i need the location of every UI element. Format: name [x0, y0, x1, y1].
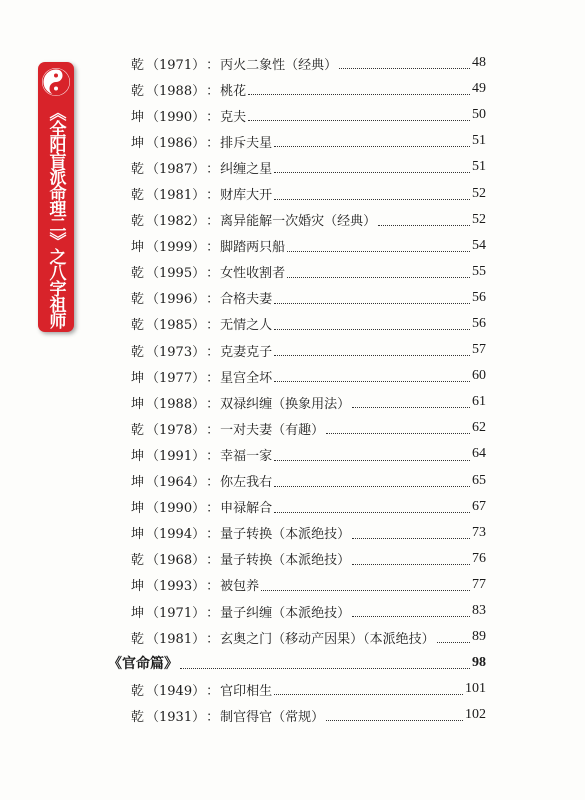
toc-entry-title: 排斥夫星 — [220, 135, 273, 151]
toc-colon: ： — [206, 396, 220, 412]
toc-gender: 坤 — [131, 109, 145, 125]
toc-page-number: 73 — [472, 524, 486, 540]
toc-page-number: 56 — [472, 315, 486, 331]
toc-page-number: 76 — [472, 550, 486, 566]
toc-entry-title: 合格夫妻 — [220, 292, 273, 308]
toc-gender: 坤 — [131, 370, 145, 386]
toc-entry-title: 无情之人 — [220, 318, 273, 334]
toc-entry[interactable] — [108, 128, 486, 154]
toc-colon: ： — [206, 501, 220, 517]
toc-colon: ： — [206, 161, 220, 177]
toc-leader-dots — [339, 54, 470, 69]
toc-page-number: 49 — [472, 81, 486, 97]
toc-entry-title: 脚踏两只船 — [220, 240, 286, 256]
toc-entry-title: 女性收割者 — [220, 266, 286, 282]
toc-entry[interactable] — [108, 676, 486, 702]
toc-colon: ： — [206, 135, 220, 151]
toc-leader-dots — [274, 446, 470, 461]
toc-colon: ： — [206, 422, 220, 438]
toc-leader-dots — [274, 498, 470, 513]
toc-year: （1990） — [146, 501, 206, 517]
toc-year: （1988） — [146, 396, 206, 412]
side-tab — [38, 62, 74, 332]
toc-page-number: 60 — [472, 368, 486, 384]
toc-colon: ： — [206, 240, 220, 256]
toc-leader-dots — [274, 315, 470, 330]
toc-entry[interactable] — [108, 259, 486, 285]
toc-gender: 坤 — [131, 475, 145, 491]
toc-year: （1991） — [146, 448, 206, 464]
toc-gender: 乾 — [131, 83, 145, 99]
toc-year: （1994） — [146, 527, 206, 543]
toc-page-number: 57 — [472, 342, 486, 358]
toc-entry-title: 纠缠之星 — [220, 161, 273, 177]
toc-entry-title: 财库大开 — [220, 188, 273, 204]
toc-gender: 乾 — [131, 422, 145, 438]
toc-gender: 乾 — [131, 683, 145, 699]
toc-gender: 乾 — [131, 318, 145, 334]
toc-year: （1988） — [146, 83, 206, 99]
toc-leader-dots — [326, 419, 470, 434]
toc-year: （1995） — [146, 266, 206, 282]
toc-entry-title: 你左我右 — [220, 475, 273, 491]
toc-page-number: 98 — [472, 655, 486, 671]
toc-leader-dots — [352, 393, 470, 408]
toc-entry-title: 申禄解合 — [220, 501, 273, 517]
toc-page-number: 54 — [472, 237, 486, 253]
toc-gender: 乾 — [131, 188, 145, 204]
toc-page-number: 83 — [472, 603, 486, 619]
toc-colon: ： — [206, 292, 220, 308]
toc-gender: 乾 — [131, 266, 145, 282]
toc-section-title: 《官命篇》 — [108, 656, 178, 673]
toc-entry[interactable] — [108, 441, 486, 467]
toc-leader-dots — [274, 185, 470, 200]
toc-year: （1999） — [146, 240, 206, 256]
toc-entry[interactable] — [108, 285, 486, 311]
toc-gender: 坤 — [131, 135, 145, 151]
toc-year: （1971） — [146, 57, 206, 73]
toc-page-number: 62 — [472, 420, 486, 436]
toc-year: （1964） — [146, 475, 206, 491]
toc-entry-title: 离异能解一次婚灾（经典） — [220, 214, 377, 230]
toc-gender: 坤 — [131, 527, 145, 543]
toc-gender: 坤 — [131, 605, 145, 621]
toc-page-number: 50 — [472, 107, 486, 123]
toc-entry[interactable] — [108, 76, 486, 102]
toc-gender: 坤 — [131, 396, 145, 412]
toc-entry[interactable] — [108, 415, 486, 441]
toc-leader-dots — [261, 576, 470, 591]
toc-page-number: 51 — [472, 133, 486, 149]
table-of-contents — [108, 50, 486, 728]
toc-year: （1996） — [146, 292, 206, 308]
toc-entry[interactable] — [108, 180, 486, 206]
toc-page-number: 64 — [472, 446, 486, 462]
toc-colon: ： — [206, 448, 220, 464]
toc-entry[interactable] — [108, 702, 486, 728]
toc-entry-title: 星宫全坏 — [220, 370, 273, 386]
toc-year: （1977） — [146, 370, 206, 386]
toc-entry[interactable] — [108, 207, 486, 233]
toc-page-number: 56 — [472, 289, 486, 305]
toc-page-number: 65 — [472, 472, 486, 488]
toc-year: （1981） — [146, 631, 206, 647]
toc-entry[interactable] — [108, 154, 486, 180]
toc-page-number: 101 — [465, 681, 486, 697]
toc-entry-title: 桃花 — [220, 83, 247, 99]
toc-page-number: 89 — [472, 629, 486, 645]
toc-colon: ： — [206, 266, 220, 282]
toc-page-number: 55 — [472, 263, 486, 279]
toc-colon: ： — [206, 83, 220, 99]
toc-leader-dots — [274, 680, 463, 695]
toc-year: （1986） — [146, 135, 206, 151]
toc-leader-dots — [274, 132, 470, 147]
toc-gender: 乾 — [131, 631, 145, 647]
toc-colon: ： — [206, 631, 220, 647]
toc-colon: ： — [206, 214, 220, 230]
toc-gender: 坤 — [131, 501, 145, 517]
toc-year: （1973） — [146, 344, 206, 360]
toc-entry[interactable] — [108, 494, 486, 520]
toc-colon: ： — [206, 527, 220, 543]
toc-leader-dots — [274, 367, 470, 382]
toc-entry[interactable] — [108, 102, 486, 128]
toc-gender: 坤 — [131, 448, 145, 464]
side-tab-title: 《全阳盲派命理二》之八字祖师 — [45, 104, 66, 328]
toc-entry-title: 克妻克子 — [220, 344, 273, 360]
toc-year: （1968） — [146, 553, 206, 569]
toc-leader-dots — [437, 628, 470, 643]
toc-entry-title: 一对夫妻（有趣） — [220, 422, 325, 438]
toc-leader-dots — [274, 158, 470, 173]
toc-entry-title: 丙火二象性（经典） — [220, 57, 338, 73]
toc-colon: ： — [206, 709, 220, 725]
toc-entry[interactable] — [108, 311, 486, 337]
toc-year: （1978） — [146, 422, 206, 438]
toc-leader-dots — [287, 263, 470, 278]
toc-page-number: 48 — [472, 55, 486, 71]
toc-entry[interactable] — [108, 546, 486, 572]
toc-colon: ： — [206, 370, 220, 386]
toc-leader-dots — [326, 706, 463, 721]
toc-leader-dots — [352, 550, 470, 565]
toc-entry-title: 量子转换（本派绝技） — [220, 553, 351, 569]
toc-leader-dots — [378, 211, 470, 226]
toc-section[interactable] — [108, 650, 486, 676]
toc-entry-title: 量子转换（本派绝技） — [220, 527, 351, 543]
toc-entry-title: 幸福一家 — [220, 448, 273, 464]
toc-entry-title: 制官得官（常规） — [220, 709, 325, 725]
toc-year: （1987） — [146, 161, 206, 177]
toc-page-number: 51 — [472, 159, 486, 175]
toc-year: （1993） — [146, 579, 206, 595]
toc-page-number: 61 — [472, 394, 486, 410]
toc-page-number: 77 — [472, 576, 486, 592]
toc-colon: ： — [206, 109, 220, 125]
toc-leader-dots — [287, 237, 470, 252]
toc-entry-title: 克夫 — [220, 109, 247, 125]
toc-year: （1971） — [146, 605, 206, 621]
toc-year: （1949） — [146, 683, 206, 699]
toc-leader-dots — [180, 654, 470, 669]
toc-colon: ： — [206, 188, 220, 204]
toc-leader-dots — [274, 472, 470, 487]
toc-entry[interactable] — [108, 50, 486, 76]
toc-leader-dots — [274, 289, 470, 304]
toc-entry[interactable] — [108, 337, 486, 363]
toc-gender: 乾 — [131, 553, 145, 569]
toc-page-number: 102 — [465, 707, 486, 723]
toc-colon: ： — [206, 318, 220, 334]
toc-year: （1990） — [146, 109, 206, 125]
toc-gender: 乾 — [131, 161, 145, 177]
toc-entry[interactable] — [108, 468, 486, 494]
toc-colon: ： — [206, 57, 220, 73]
toc-entry[interactable] — [108, 572, 486, 598]
toc-entry-title: 量子纠缠（本派绝技） — [220, 605, 351, 621]
toc-entry[interactable] — [108, 233, 486, 259]
toc-entry-title: 被包养 — [220, 579, 260, 595]
toc-leader-dots — [248, 80, 470, 95]
toc-page-number: 52 — [472, 185, 486, 201]
toc-page-number: 52 — [472, 211, 486, 227]
toc-page-number: 67 — [472, 498, 486, 514]
toc-entry[interactable] — [108, 598, 486, 624]
toc-gender: 乾 — [131, 292, 145, 308]
toc-entry-title: 玄奥之门（移动产因果）（本派绝技） — [220, 631, 435, 647]
toc-entry[interactable] — [108, 520, 486, 546]
toc-gender: 乾 — [131, 214, 145, 230]
toc-colon: ： — [206, 683, 220, 699]
toc-gender: 乾 — [131, 57, 145, 73]
toc-leader-dots — [248, 106, 470, 121]
toc-year: （1981） — [146, 188, 206, 204]
toc-gender: 乾 — [131, 344, 145, 360]
toc-year: （1982） — [146, 214, 206, 230]
toc-leader-dots — [274, 341, 470, 356]
toc-colon: ： — [206, 579, 220, 595]
toc-entry-title: 官印相生 — [220, 683, 273, 699]
toc-leader-dots — [352, 524, 470, 539]
toc-colon: ： — [206, 605, 220, 621]
yin-yang-icon — [42, 68, 70, 96]
toc-entry[interactable] — [108, 389, 486, 415]
toc-colon: ： — [206, 475, 220, 491]
toc-colon: ： — [206, 344, 220, 360]
toc-entry[interactable] — [108, 624, 486, 650]
toc-entry-title: 双禄纠缠（换象用法） — [220, 396, 351, 412]
toc-year: （1931） — [146, 709, 206, 725]
toc-year: （1985） — [146, 318, 206, 334]
toc-entry[interactable] — [108, 363, 486, 389]
toc-gender: 坤 — [131, 240, 145, 256]
toc-gender: 乾 — [131, 709, 145, 725]
toc-leader-dots — [352, 602, 470, 617]
toc-gender: 坤 — [131, 579, 145, 595]
toc-colon: ： — [206, 553, 220, 569]
